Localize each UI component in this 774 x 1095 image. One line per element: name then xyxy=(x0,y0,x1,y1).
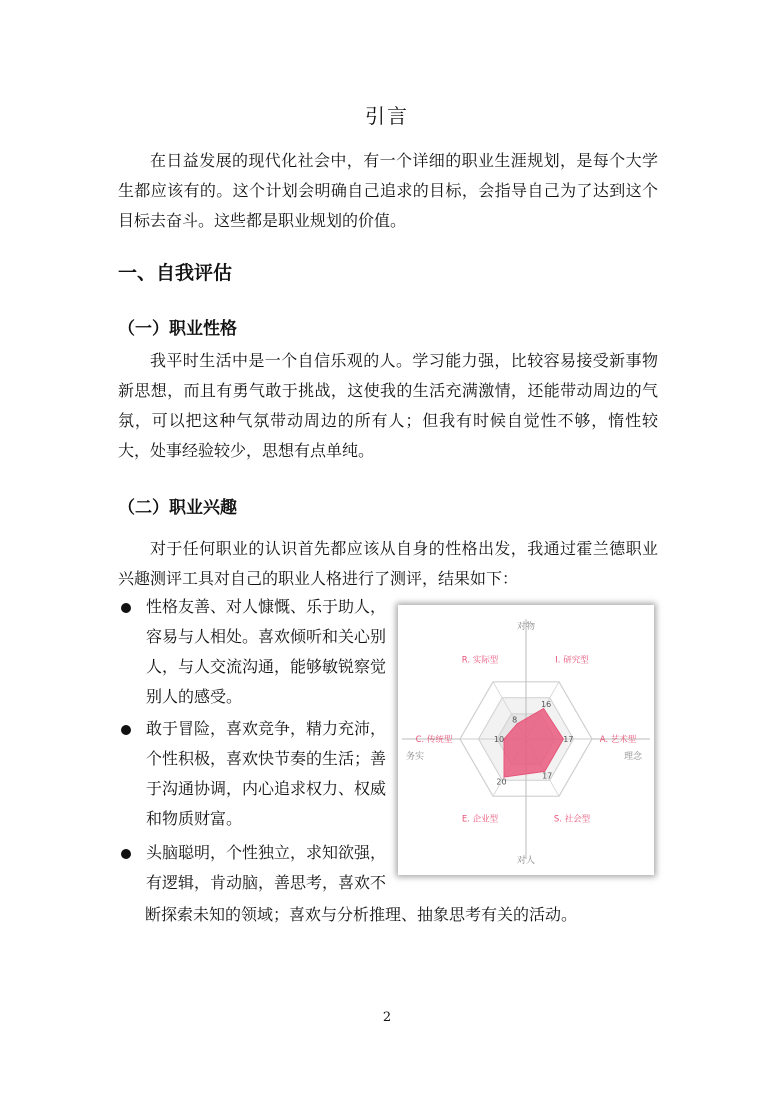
bullet-line: 人，与人交流沟通，能够敏锐察觉 xyxy=(146,657,387,676)
axis-title-left: 务实 xyxy=(406,752,425,762)
bullet-line: 容易与人相处。喜欢倾听和关心别 xyxy=(146,627,387,646)
bullet-line: 个性积极，喜欢快节奏的生活；善 xyxy=(146,749,387,768)
radar-value-label: 8 xyxy=(512,715,518,725)
axis-title-right: 理念 xyxy=(624,752,643,762)
bullet-dot xyxy=(121,603,131,613)
subheading-career-interest: （二）职业兴趣 xyxy=(118,498,237,518)
section-heading-self-assessment: 一、自我评估 xyxy=(118,262,233,284)
axis-title-top: 对物 xyxy=(516,622,536,632)
bullet-line: 别人的感受。 xyxy=(146,687,243,706)
radar-axis-label: E. 企业型 xyxy=(461,814,499,825)
bullet-continuation: 断探索未知的领域；喜欢与分析推理、抽象思考有关的活动。 xyxy=(145,905,578,924)
bullet-dot xyxy=(121,849,131,859)
bullet-dot xyxy=(121,725,131,735)
axis-title-bottom: 对人 xyxy=(516,856,536,866)
radar-axis-label: R. 实际型 xyxy=(461,655,499,666)
holland-radar-figure xyxy=(398,605,654,875)
radar-value-label: 16 xyxy=(541,700,552,710)
radar-axis-label: C. 传统型 xyxy=(415,735,453,745)
list-item xyxy=(118,714,393,834)
radar-value-label: 17 xyxy=(563,735,574,744)
interest-paragraph: 对于任何职业的认识首先都应该从自身的性格出发，我通过霍兰德职业兴趣测评工具对自己的职业人格进行了测评，结果如下： xyxy=(118,539,658,588)
bullet-line: 性格友善、对人慷慨、乐于助人， xyxy=(146,597,387,616)
intro-paragraph: 在日益发展的现代化社会中，有一个详细的职业生涯规划，是每个大学生都应该有的。这个计划会明确自己追求的目标，会指导自己为了达到这个目标去奋斗。这些都是职业规划的价值。 xyxy=(118,151,658,230)
radar-value-label: 17 xyxy=(542,771,553,781)
bullet-line: 于沟通协调，内心追求权力、权威 xyxy=(146,779,387,798)
radar-value-label: 10 xyxy=(493,735,505,744)
subheading-career-personality: （一）职业性格 xyxy=(118,319,237,339)
page-title: 引言 xyxy=(365,104,409,128)
radar-value-label: 20 xyxy=(496,777,507,787)
page-number: 2 xyxy=(382,1010,392,1025)
list-item xyxy=(118,592,393,712)
radar-axis-label: S. 社会型 xyxy=(553,814,591,825)
bullet-line: 和物质财富。 xyxy=(146,809,243,828)
bullet-line: 头脑聪明，个性独立，求知欲强， xyxy=(146,843,387,862)
bullet-line: 敢于冒险，喜欢竞争，精力充沛， xyxy=(146,719,387,738)
list-item xyxy=(118,838,393,898)
radar-axis-label: I. 研究型 xyxy=(555,655,589,666)
personality-paragraph: 我平时生活中是一个自信乐观的人。学习能力强，比较容易接受新事物新思想，而且有勇气敢于挑战，这使我的生活充满激情，还能带动周边的气氛，可以把这种气氛带动周边的所有人；但我有时候自觉性不够，惰性较大，处事经验较少，思想有点单纯。 xyxy=(118,351,658,460)
radar-axis-label: A. 艺术型 xyxy=(599,735,637,745)
radar-chart xyxy=(398,605,654,875)
bullet-line: 有逻辑，肯动脑，善思考，喜欢不 xyxy=(146,873,387,892)
